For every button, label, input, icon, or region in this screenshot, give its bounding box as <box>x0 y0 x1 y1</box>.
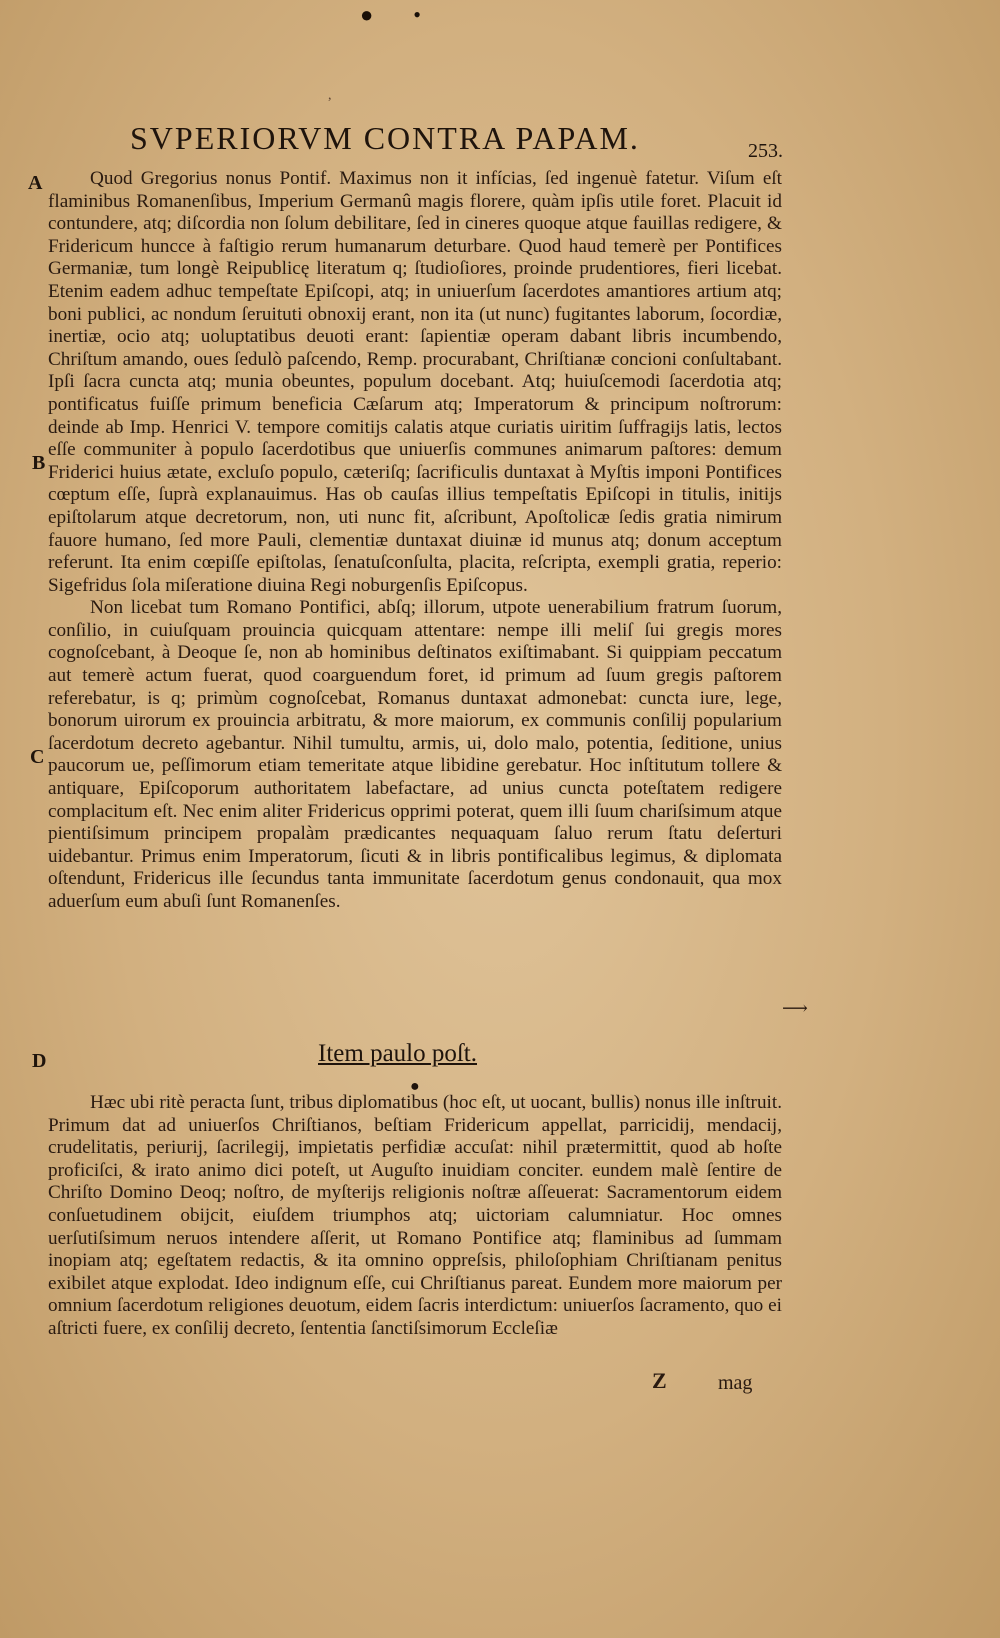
margin-letter-c: C <box>30 746 45 768</box>
body-text-upper <box>48 168 782 914</box>
ink-dot: ● <box>410 1078 420 1095</box>
margin-letter-d: D <box>32 1050 47 1072</box>
section-heading: Item paulo poſt. <box>318 1040 477 1067</box>
page-number: 253. <box>748 140 783 162</box>
margin-letter-a: A <box>28 172 43 194</box>
margin-letter-b: B <box>32 452 46 474</box>
running-title: SVPERIORVM CONTRA PAPAM. <box>130 120 640 156</box>
signature-mark: Z <box>652 1368 667 1393</box>
pointer-mark: ⟶ <box>782 998 808 1018</box>
paragraph-1: Quod Gregorius nonus Pontif. Maximus non it infícias, ſed ingenuè fatetur. Viſum eſt flaminibus Romanenſibus, Imperium Germanû magis florere, quàm ipſis utile foret. Placuit id contundere, atq; diſcordia non ſolum debilitare, ſed in cineres quoque atque fauillas redigere, & Fridericum huncce à faſtigio rerum humanarum deturbare. Quod haud temerè per Pontifices Germaniæ, tum longè Reipublicę literatum q; ſtudioſiores, proinde prudentiores, fieri licebat. Etenim eadem adhuc tempeſtate Epiſcopi, atq; in uniuerſum ſacerdotes amantiores artium atq; boni publici, ac nondum ſeruituti obnoxij erant, non ita (ut nunc) fugitantes laborum, ſocordiæ, inertiæ, ocio atq; uoluptatibus deuoti erant: ſapientiæ operam dabant libris incumbendo, Chriſtum amando, oues ſedulò paſcendo, Remp. procurabant, Chriſtianæ concioni conſultabant. Ipſi ſacra cuncta atq; munia obeuntes, populum docebant. Atq; huiuſcemodi ſacerdotia atq; pontificatus fuiſſe primum beneficia Cæſarum atq; Imperatorum & principum noſtrorum: deinde ab Imp. Henrici V. tempore comitijs calatis atque curiatis uiritim ſuffragijs latis, lectos eſſe communiter à populo ſacerdotibus que uniuerſis communes animarum paſtores: demum Friderici huius ætate, excluſo populo, cæteriſq; ſacrificulis duntaxat à Myſtis imponi Pontifices cœptum eſſe, ſuprà explanauimus. Has ob cauſas illius tempeſtatis Epiſcopi in titulis, initijs epiſtolarum atque decretorum, non, uti nunc fit, aſcribunt, Apoſtolicæ ſedis gratia nimirum fauore humano, ſed more Pauli, clementiæ duntaxat diuinæ id munus atq; donum acceptum referunt. Ita enim cœpiſſe epiſtolas, ſenatuſconſulta, placita, reſcripta, exempli gratia, reperio: Sigefridus ſola miſeratione diuina Regi noburgenſis Epiſcopus. <box>48 168 782 596</box>
bleed-through-marks: ● • <box>360 2 421 27</box>
stray-mark: , <box>328 88 332 103</box>
catchword: mag <box>718 1372 753 1394</box>
paragraph-2: Non licebat tum Romano Pontifici, abſq; illorum, utpote uenerabilium fratrum ſuorum, conſilio, in cuiuſquam prouincia quicquam attentare: nempe illi meliſ ſui gregis mores cognoſcebant, à Deoque ſe, non ab hominibus deſtinatos exiſtimabant. Si quippiam peccatum aut temerè actum fuerat, quod coarguendum foret, id primum ad ſuum gregis paſtorem referebatur, is q; primùm cognoſcebat, Romanus duntaxat admonebat: cuncta iure, lege, bonorum uirorum ex prouincia arbitratu, & more maiorum, ex communis conſilij popularium ſacerdotum decreto agebantur. Nihil tumultu, armis, ui, dolo malo, potentia, ſeditione, unius paucorum ue, peſſimorum etiam temeritate atque libidine gerebatur. Hoc inſtitutum tollere & antiquare, Epiſcoporum authoritatem labefactare, ad unius cuncta poteſtatem redigere complacitum eſt. Nec enim aliter Fridericus opprimi poterat, quem illi ſuum chariſsimum atque pientiſsimum principem propalàm prædicantes nequaquam ſaluo rerum ſtatu deſerturi uidebantur. Primus enim Imperatorum, ſicuti & in libris pontificalibus legimus, & diplomata oſtendunt, Fridericus ille ſecundus tanta immunitate ſacerdotum genus condonauit, qua mox aduerſum eum abuſi ſunt Romanenſes. <box>48 597 782 912</box>
body-text-lower <box>48 1092 782 1341</box>
paragraph-3: Hæc ubi ritè peracta ſunt, tribus diplomatibus (hoc eſt, ut uocant, bullis) nonus ille inſtruit. Primum dat ad uniuerſos Chriſtianos, beſtiam Fridericum appellat, parricidij, mendacij, crudelitatis, periurij, ſacrilegij, impietatis perfidiæ accuſat: nihil prætermittit, quod ab hoſte proficiſci, & irato animo dici poteſt, ut Auguſto inuidiam conciter. eundem malè ſentire de Chriſto Domino Deoq; noſtro, de myſterijs religionis noſtræ aſſeuerat: Sacramentorum eidem conſuetudinem obijcit, eiuſdem triumphos atq; uictoriam calumniatur. Hoc omnes uerſutiſsimum neruos intendere aſſerit, ut Romano Pontifice atq; flaminibus ad ſummam inopiam atq; egeſtatem redactis, & ita omnino oppreſsis, philoſophiam Chriſtianam penitus exibilet atque explodat. Ideo indignum eſſe, cui Chriſtianus pareat. Eundem more maiorum per omnium ſacerdotum religiones deuotum, eidem ſacris interdictum: uniuerſos ſacramento, quo ei aſtricti fuere, ex conſilij decreto, ſententia ſanctiſsimorum Eccleſiæ <box>48 1092 782 1339</box>
